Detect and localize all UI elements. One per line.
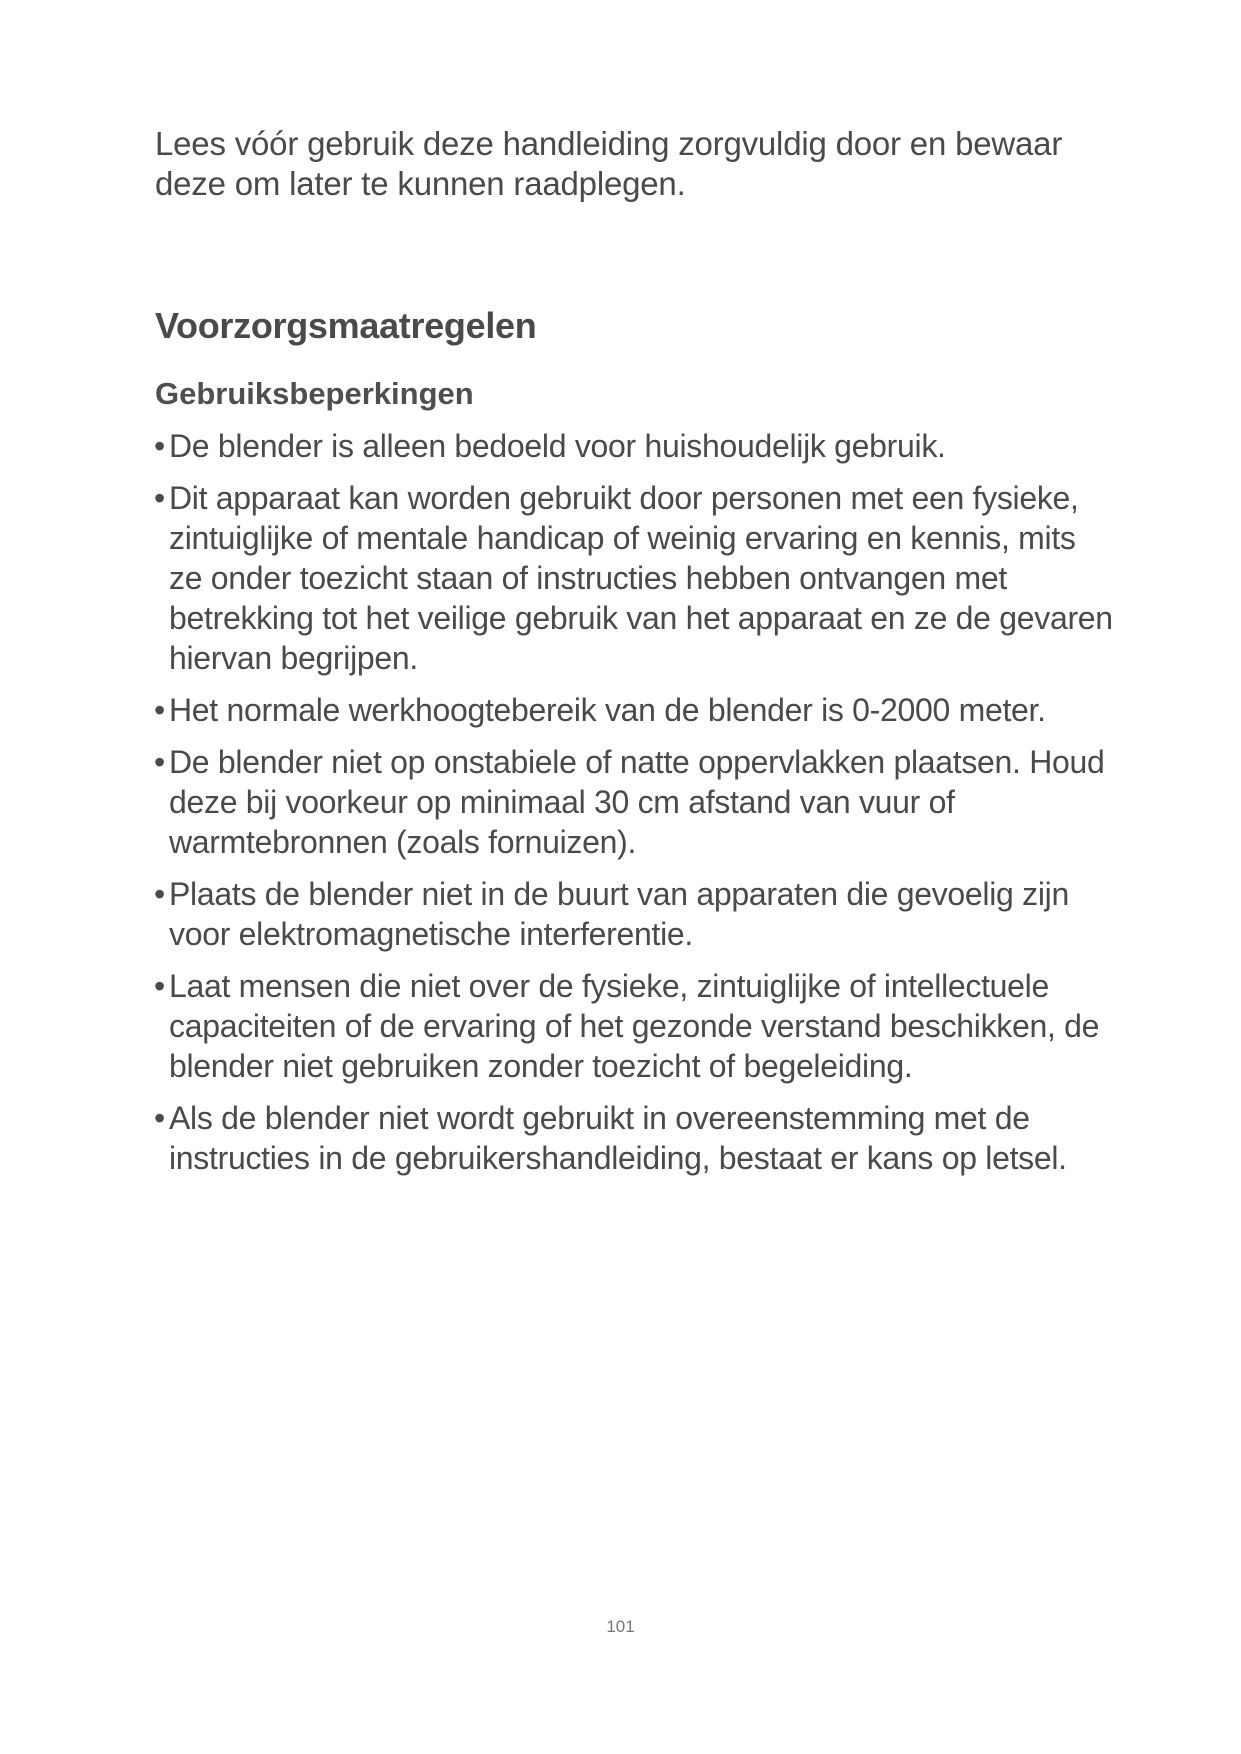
bullet-dot-icon: • [154, 876, 165, 912]
list-item [155, 874, 1115, 954]
list-item-text: De blender niet op onstabiele of natte oppervlakken plaatsen. Houd deze bij voorkeur op minimaal 30 cm afstand van vuur of warmtebronnen (zoals fornuizen). [169, 744, 1105, 860]
bullet-dot-icon: • [154, 1100, 165, 1136]
page-content [155, 124, 1115, 1190]
subsection-title: Gebruiksbeperkingen [155, 376, 474, 411]
list-item-text: De blender is alleen bedoeld voor huishoudelijk gebruik. [169, 428, 946, 464]
bullet-dot-icon: • [154, 968, 165, 1004]
list-item [155, 478, 1115, 678]
bullet-dot-icon: • [154, 744, 165, 780]
intro-paragraph: Lees vóór gebruik deze handleiding zorgvuldig door en bewaar deze om later te kunnen raadplegen. [155, 125, 1063, 202]
list-item [155, 1098, 1115, 1178]
bullet-dot-icon: • [154, 480, 165, 516]
list-item-text: Plaats de blender niet in de buurt van apparaten die gevoelig zijn voor elektromagnetische interferentie. [169, 876, 1069, 952]
page-number: 101 [606, 1617, 635, 1636]
list-item [155, 742, 1115, 862]
list-item [155, 690, 1115, 730]
bullet-dot-icon: • [154, 692, 165, 728]
list-item-text: Dit apparaat kan worden gebruikt door personen met een fysieke, zintuiglijke of mentale handicap of weinig ervaring en kennis, mits ze onder toezicht staan of instructies hebben ontvangen met betrekking tot het veilige gebruik van het apparaat en ze de gevaren hiervan begrijpen. [169, 480, 1113, 676]
section-title: Voorzorgsmaatregelen [155, 305, 537, 346]
list-item-text: Het normale werkhoogtebereik van de blender is 0-2000 meter. [169, 692, 1046, 728]
bullet-dot-icon: • [154, 428, 165, 464]
list-item-text: Als de blender niet wordt gebruikt in overeenstemming met de instructies in de gebruikershandleiding, bestaat er kans op letsel. [169, 1100, 1067, 1176]
list-item-text: Laat mensen die niet over de fysieke, zintuiglijke of intellectuele capaciteiten of de ervaring of het gezonde verstand beschikken, de blender niet gebruiken zonder toezicht of begeleiding. [169, 968, 1100, 1084]
list-item [155, 966, 1115, 1086]
list-item [155, 426, 1115, 466]
precautions-list [155, 426, 1115, 1178]
